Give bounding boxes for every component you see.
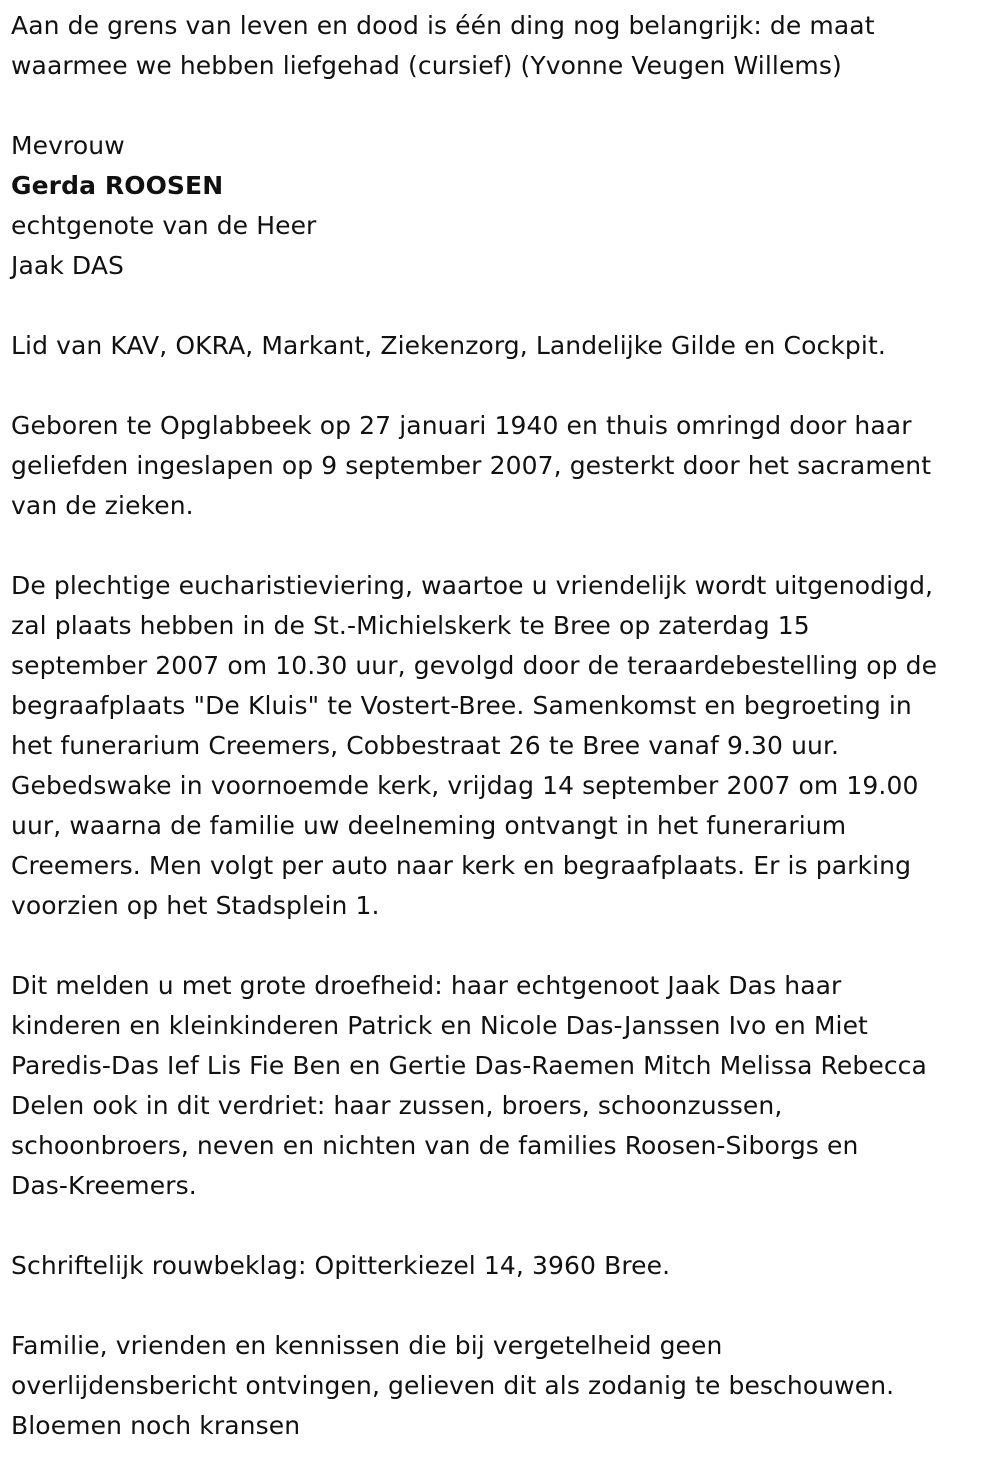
title-text: Mevrouw	[11, 131, 125, 160]
spacer	[11, 286, 990, 326]
spacer	[11, 926, 990, 966]
birth-line: van de zieken.	[11, 491, 194, 520]
membership	[11, 326, 990, 366]
family-line: Das-Kreemers.	[11, 1171, 197, 1200]
relation	[11, 206, 990, 246]
ceremony-line: voorzien op het Stadsplein 1.	[11, 891, 380, 920]
closing-paragraph	[11, 1326, 990, 1446]
closing-line: Familie, vrienden en kennissen die bij vergetelheid geen	[11, 1331, 723, 1360]
birth-paragraph	[11, 406, 990, 526]
closing-line: overlijdensbericht ontvingen, gelieven dit als zodanig te beschouwen.	[11, 1371, 895, 1400]
ceremony-line: uur, waarna de familie uw deelneming ontvangt in het funerarium	[11, 811, 847, 840]
family-line: Dit melden u met grote droefheid: haar echtgenoot Jaak Das haar	[11, 971, 842, 1000]
spacer	[11, 1206, 990, 1246]
spacer	[11, 366, 990, 406]
membership-text: Lid van KAV, OKRA, Markant, Ziekenzorg, Landelijke Gilde en Cockpit.	[11, 331, 886, 360]
closing-line: Bloemen noch kransen	[11, 1411, 301, 1440]
deceased-name	[11, 166, 990, 206]
ceremony-line: Creemers. Men volgt per auto naar kerk en begraafplaats. Er is parking	[11, 851, 912, 880]
ceremony-line: september 2007 om 10.30 uur, gevolgd door de teraardebestelling op de	[11, 651, 938, 680]
ceremony-paragraph	[11, 566, 990, 926]
family-line: schoonbroers, neven en nichten van de families Roosen-Siborgs en	[11, 1131, 859, 1160]
birth-line: Geboren te Opglabbeek op 27 januari 1940 en thuis omringd door haar	[11, 411, 912, 440]
title	[11, 126, 990, 166]
deceased-name-text: Gerda ROOSEN	[11, 171, 224, 200]
quote-line: waarmee we hebben liefgehad (cursief) (Yvonne Veugen Willems)	[11, 51, 842, 80]
condolence-text: Schriftelijk rouwbeklag: Opitterkiezel 14, 3960 Bree.	[11, 1251, 671, 1280]
quote	[11, 6, 990, 86]
ceremony-line: Gebedswake in voornoemde kerk, vrijdag 14 september 2007 om 19.00	[11, 771, 919, 800]
family-paragraph	[11, 966, 990, 1206]
condolence-address	[11, 1246, 990, 1286]
ceremony-line: begraafplaats "De Kluis" te Vostert-Bree. Samenkomst en begroeting in	[11, 691, 912, 720]
birth-line: geliefden ingeslapen op 9 september 2007, gesterkt door het sacrament	[11, 451, 932, 480]
relation-text: echtgenote van de Heer	[11, 211, 317, 240]
spouse-name	[11, 246, 990, 286]
quote-line: Aan de grens van leven en dood is één ding nog belangrijk: de maat	[11, 11, 875, 40]
family-line: Paredis-Das Ief Lis Fie Ben en Gertie Das-Raemen Mitch Melissa Rebecca	[11, 1051, 927, 1080]
ceremony-line: zal plaats hebben in de St.-Michielskerk te Bree op zaterdag 15	[11, 611, 810, 640]
family-line: kinderen en kleinkinderen Patrick en Nicole Das-Janssen Ivo en Miet	[11, 1011, 868, 1040]
spacer	[11, 526, 990, 566]
spacer	[11, 86, 990, 126]
ceremony-line: De plechtige eucharistieviering, waartoe u vriendelijk wordt uitgenodigd,	[11, 571, 934, 600]
spacer	[11, 1286, 990, 1326]
ceremony-line: het funerarium Creemers, Cobbestraat 26 te Bree vanaf 9.30 uur.	[11, 731, 840, 760]
spouse-name-text: Jaak DAS	[11, 251, 125, 280]
family-line: Delen ook in dit verdriet: haar zussen, broers, schoonzussen,	[11, 1091, 783, 1120]
